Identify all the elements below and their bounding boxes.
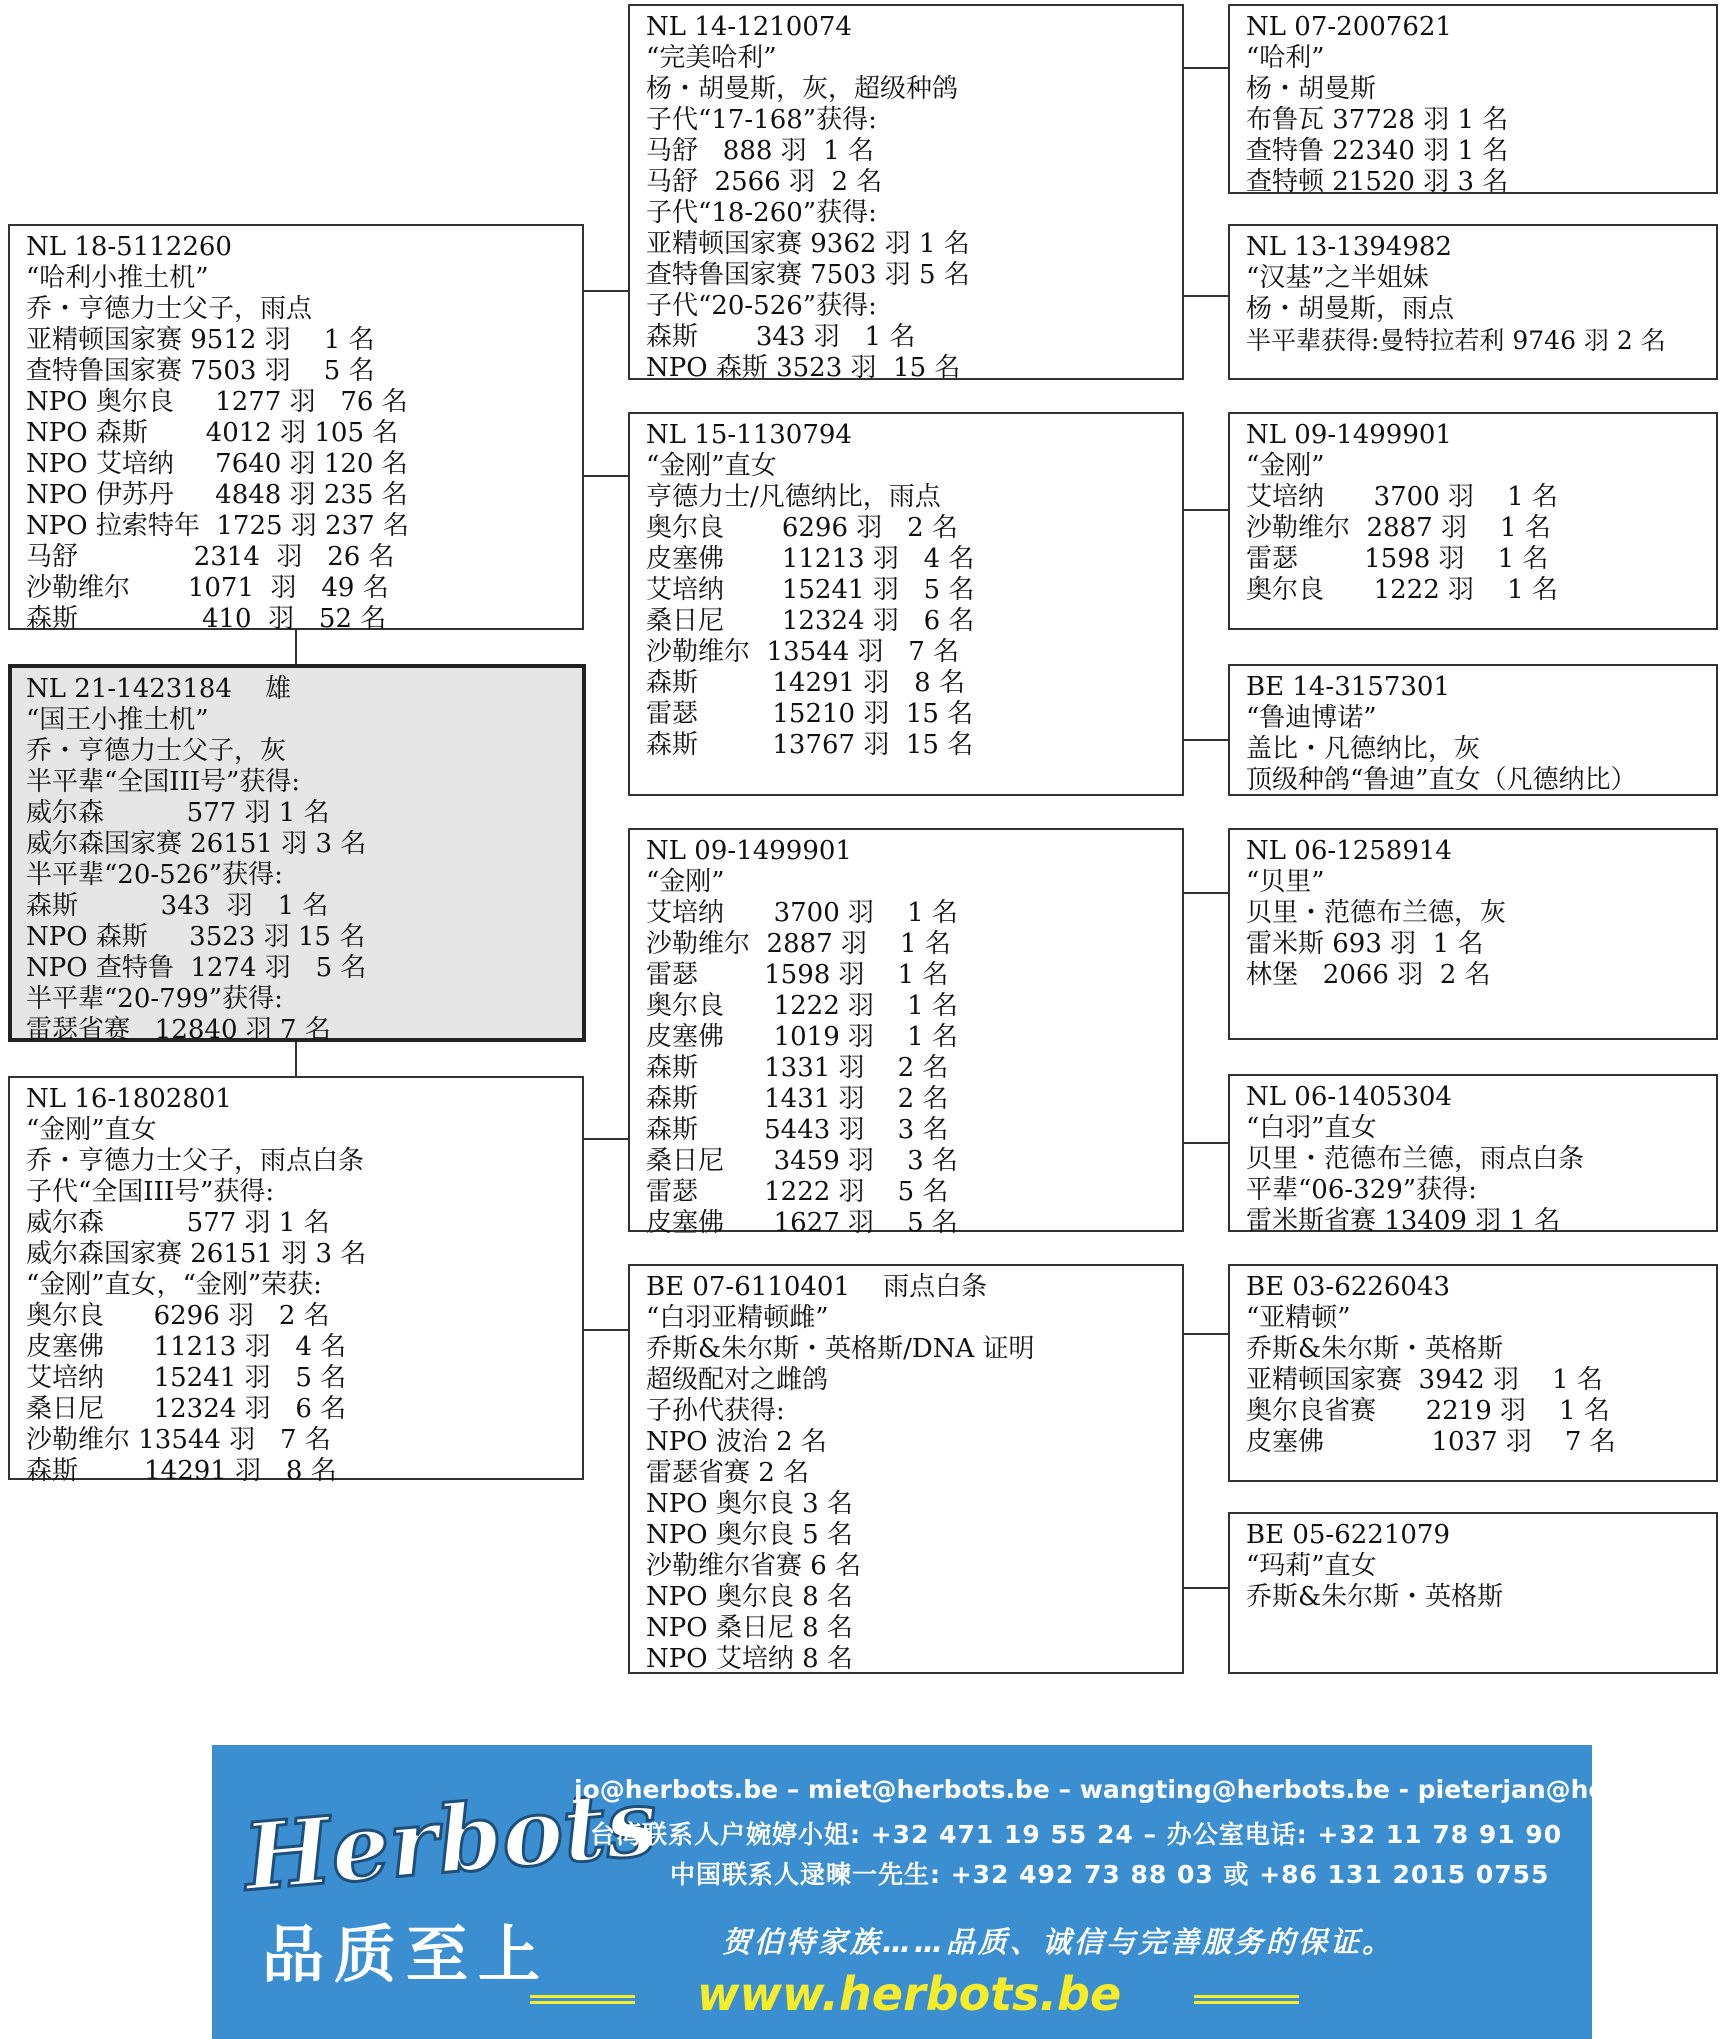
sire-line: NPO 森斯 4012 羽 105 名 [26, 418, 399, 448]
ggp-line: 乔斯&朱尔斯・英格斯 [1246, 1334, 1504, 1364]
gp-line: 皮塞佛 1019 羽 1 名 [646, 1022, 958, 1052]
dam-line: “金刚”直女，“金刚”荣获: [26, 1270, 322, 1300]
gp-line: 雷瑟 1598 羽 1 名 [646, 960, 949, 990]
subject-line: 半平辈“全国III号”获得: [26, 767, 301, 797]
subject-line: NPO 森斯 3523 羽 15 名 [26, 922, 366, 952]
ggp-line: NL 06-1405304 [1246, 1082, 1452, 1112]
ggp-line: BE 05-6221079 [1246, 1520, 1451, 1550]
sire-line: 沙勒维尔 1071 羽 49 名 [26, 573, 389, 603]
grandparent-card-sire-sire [628, 4, 1184, 383]
gp-line: NPO 艾培纳 8 名 [646, 1644, 853, 1674]
dam-line: 桑日尼 12324 羽 6 名 [26, 1394, 347, 1424]
sire-line: NPO 伊苏丹 4848 羽 235 名 [26, 480, 408, 510]
slogan: 品质至上 [262, 1918, 551, 1991]
subject-line: 雷瑟省赛 12840 羽 7 名 [26, 1015, 331, 1045]
ggp-line: “亚精顿” [1246, 1303, 1351, 1333]
subject-line: 乔・亨德力士父子，灰 [26, 736, 287, 766]
gp-line: 沙勒维尔 13544 羽 7 名 [646, 637, 960, 667]
dam-line: 森斯 14291 羽 8 名 [26, 1456, 337, 1486]
gp-line: 查特鲁国家赛 7503 羽 5 名 [646, 260, 970, 290]
china-contact: 中国联系人逯暕一先生: +32 492 73 88 03 或 +86 131 2015 0755 [670, 1860, 1550, 1889]
gp-line: 马舒 888 羽 1 名 [646, 136, 875, 166]
gp-line: 乔斯&朱尔斯・英格斯/DNA 证明 [646, 1334, 1035, 1364]
ggp-line: 杨・胡曼斯 [1246, 74, 1377, 104]
herbots-logo [234, 1767, 662, 1915]
gp-line: 沙勒维尔省赛 6 名 [646, 1551, 862, 1581]
taiwan-contact: 台湾联系人户婉婷小姐: +32 471 19 55 24 – 办公室电话: +32 11 78 91 90 [590, 1820, 1563, 1849]
dam-line: 皮塞佛 11213 羽 4 名 [26, 1332, 347, 1362]
sire-line: 森斯 410 羽 52 名 [26, 604, 387, 634]
gp-line: 亨德力士/凡德纳比，雨点 [646, 482, 941, 512]
grandparent-card-sire-dam [628, 412, 1184, 796]
logo-wordmark: Herbots [239, 1767, 662, 1912]
ggp-line: 布鲁瓦 37728 羽 1 名 [1246, 105, 1509, 135]
ggp-line: 皮塞佛 1037 羽 7 名 [1246, 1427, 1616, 1457]
gp-line: 森斯 1431 羽 2 名 [646, 1084, 949, 1114]
gp-line: 艾培纳 3700 羽 1 名 [646, 898, 958, 928]
gp-line: 雷瑟省赛 2 名 [646, 1458, 810, 1488]
sire-line: 亚精顿国家赛 9512 羽 1 名 [26, 325, 375, 355]
ggp-line: 顶级种鸽“鲁迪”直女（凡德纳比） [1246, 765, 1637, 795]
ggp-line: “哈利” [1246, 43, 1325, 73]
sire-line: NL 18-5112260 [26, 232, 232, 262]
ggp-line: BE 03-6226043 [1246, 1272, 1451, 1302]
gp-line: 子代“17-168”获得: [646, 105, 877, 135]
subject-line: 威尔森国家赛 26151 羽 3 名 [26, 829, 367, 859]
grandparent-card-dam-sire [628, 828, 1184, 1238]
decorative-dash-right [1194, 1995, 1299, 2004]
subject-line: 半平辈“20-526”获得: [26, 860, 283, 890]
ggp-line: 杨・胡曼斯，雨点 [1246, 294, 1455, 324]
dam-line: “金刚”直女 [26, 1115, 157, 1145]
gp-line: 超级配对之雌鸽 [646, 1365, 829, 1395]
ggp-line: NL 09-1499901 [1246, 420, 1452, 450]
subject-line: NPO 查特鲁 1274 羽 5 名 [26, 953, 367, 983]
ggp-line: “白羽”直女 [1246, 1113, 1377, 1143]
ggp-line: 查特鲁 22340 羽 1 名 [1246, 136, 1509, 166]
ggp-line: BE 14-3157301 [1246, 672, 1451, 702]
gp-line: 雷瑟 15210 羽 15 名 [646, 699, 974, 729]
gp-line: NPO 奥尔良 5 名 [646, 1520, 853, 1550]
ggp-line: 沙勒维尔 2887 羽 1 名 [1246, 513, 1551, 543]
gp-line: 马舒 2566 羽 2 名 [646, 167, 883, 197]
gp-line: 桑日尼 12324 羽 6 名 [646, 606, 975, 636]
subject-line: 威尔森 577 羽 1 名 [26, 798, 330, 828]
gp-line: 森斯 14291 羽 8 名 [646, 668, 965, 698]
gp-line: 森斯 1331 羽 2 名 [646, 1053, 949, 1083]
ggp-line: 贝里・范德布兰德，雨点白条 [1246, 1144, 1585, 1174]
ggp-line: 雷米斯省赛 13409 羽 1 名 [1246, 1206, 1561, 1236]
great-grandparent-card-2 [1228, 224, 1718, 380]
ggp-line: 雷瑟 1598 羽 1 名 [1246, 544, 1549, 574]
decorative-dash-left [530, 1995, 635, 2004]
gp-line: 森斯 13767 羽 15 名 [646, 730, 974, 760]
subject-line: “国王小推土机” [26, 705, 209, 735]
gp-line: NL 14-1210074 [646, 12, 852, 42]
dam-line: 威尔森 577 羽 1 名 [26, 1208, 330, 1238]
ggp-line: 雷米斯 693 羽 1 名 [1246, 929, 1484, 959]
gp-line: NPO 奥尔良 3 名 [646, 1489, 853, 1519]
gp-line: 奥尔良 6296 羽 2 名 [646, 513, 958, 543]
gp-line: 桑日尼 3459 羽 3 名 [646, 1146, 958, 1176]
gp-line: NL 15-1130794 [646, 420, 852, 450]
gp-line: NPO 奥尔良 8 名 [646, 1582, 853, 1612]
dam-line: 乔・亨德力士父子，雨点白条 [26, 1146, 365, 1176]
subject-card [8, 664, 586, 1045]
contact-emails[interactable]: jo@herbots.be – miet@herbots.be – wangting@herbots.be - pieterjan@herbots.be [574, 1775, 1724, 1804]
gp-line: 奥尔良 1222 羽 1 名 [646, 991, 958, 1021]
ggp-line: 平辈“06-329”获得: [1246, 1175, 1477, 1205]
motto: 贺伯特家族……品质、诚信与完善服务的保证。 [722, 1925, 1395, 1959]
ggp-line: 林堡 2066 羽 2 名 [1246, 960, 1491, 990]
sire-line: NPO 拉索特年 1725 羽 237 名 [26, 511, 409, 541]
gp-line: “金刚”直女 [646, 451, 777, 481]
ggp-line: 艾培纳 3700 羽 1 名 [1246, 482, 1558, 512]
herbots-banner [212, 1745, 1724, 2039]
sire-line: 马舒 2314 羽 26 名 [26, 542, 395, 572]
ggp-line: NL 06-1258914 [1246, 836, 1452, 866]
great-grandparent-card-7 [1228, 1264, 1718, 1482]
gp-line: NL 09-1499901 [646, 836, 852, 866]
ggp-line: 亚精顿国家赛 3942 羽 1 名 [1246, 1365, 1603, 1395]
gp-line: NPO 波治 2 名 [646, 1427, 827, 1457]
dam-card [8, 1076, 584, 1486]
gp-line: “完美哈利” [646, 43, 777, 73]
ggp-line: NL 13-1394982 [1246, 232, 1452, 262]
ggp-line: “金刚” [1246, 451, 1325, 481]
dam-line: NL 16-1802801 [26, 1084, 232, 1114]
ggp-line: 奥尔良 1222 羽 1 名 [1246, 575, 1558, 605]
sire-card [8, 224, 584, 634]
gp-line: 亚精顿国家赛 9362 羽 1 名 [646, 229, 970, 259]
great-grandparent-card-5 [1228, 828, 1718, 1040]
dam-line: 奥尔良 6296 羽 2 名 [26, 1301, 330, 1331]
ggp-line: 半平辈获得:曼特拉若利 9746 羽 2 名 [1246, 326, 1666, 355]
gp-line: 雷瑟 1222 羽 5 名 [646, 1177, 949, 1207]
gp-line: 艾培纳 15241 羽 5 名 [646, 575, 975, 605]
gp-line: 杨・胡曼斯，灰，超级种鸽 [646, 74, 959, 104]
gp-line: 子孙代获得: [646, 1396, 785, 1426]
ggp-line: “玛莉”直女 [1246, 1551, 1377, 1581]
sire-line: NPO 艾培纳 7640 羽 120 名 [26, 449, 408, 479]
ggp-line: “汉基”之半姐妹 [1246, 263, 1429, 293]
great-grandparent-card-1 [1228, 4, 1718, 197]
gp-line: “金刚” [646, 867, 725, 897]
gp-line: NPO 森斯 3523 羽 15 名 [646, 353, 961, 383]
gp-line: 皮塞佛 1627 羽 5 名 [646, 1208, 958, 1238]
ggp-line: NL 07-2007621 [1246, 12, 1452, 42]
ggp-line: 查特顿 21520 羽 3 名 [1246, 167, 1509, 197]
ggp-line: 贝里・范德布兰德，灰 [1246, 898, 1507, 928]
subject-line: 半平辈“20-799”获得: [26, 984, 283, 1014]
gp-line: 子代“20-526”获得: [646, 291, 877, 321]
gp-line: 子代“18-260”获得: [646, 198, 877, 228]
sire-line: NPO 奥尔良 1277 羽 76 名 [26, 387, 408, 417]
great-grandparent-card-3 [1228, 412, 1718, 630]
gp-line: 沙勒维尔 2887 羽 1 名 [646, 929, 951, 959]
sire-line: “哈利小推土机” [26, 263, 209, 293]
dam-line: 艾培纳 15241 羽 5 名 [26, 1363, 347, 1393]
dam-line: 威尔森国家赛 26151 羽 3 名 [26, 1239, 367, 1269]
gp-line: “白羽亚精顿雌” [646, 1303, 829, 1333]
subject-line: NL 21-1423184 雄 [26, 674, 292, 704]
website-link[interactable]: www.herbots.be [697, 1967, 1122, 2021]
ggp-line: “贝里” [1246, 867, 1325, 897]
subject-line: 森斯 343 羽 1 名 [26, 891, 329, 921]
gp-line: 森斯 343 羽 1 名 [646, 322, 916, 352]
great-grandparent-card-4 [1228, 664, 1718, 796]
sire-line: 乔・亨德力士父子，雨点 [26, 294, 313, 324]
sire-line: 查特鲁国家赛 7503 羽 5 名 [26, 356, 375, 386]
grandparent-card-dam-dam [628, 1264, 1184, 1674]
ggp-line: 奥尔良省赛 2219 羽 1 名 [1246, 1396, 1610, 1426]
gp-line: BE 07-6110401 雨点白条 [646, 1272, 988, 1302]
dam-line: 子代“全国III号”获得: [26, 1177, 275, 1207]
gp-line: NPO 桑日尼 8 名 [646, 1613, 853, 1643]
dam-line: 沙勒维尔 13544 羽 7 名 [26, 1425, 331, 1455]
ggp-line: 乔斯&朱尔斯・英格斯 [1246, 1582, 1504, 1612]
great-grandparent-card-6 [1228, 1074, 1718, 1236]
great-grandparent-card-8 [1228, 1512, 1718, 1674]
gp-line: 皮塞佛 11213 羽 4 名 [646, 544, 975, 574]
ggp-line: 盖比・凡德纳比，灰 [1246, 734, 1481, 764]
ggp-line: “鲁迪博诺” [1246, 703, 1377, 733]
gp-line: 森斯 5443 羽 3 名 [646, 1115, 949, 1145]
